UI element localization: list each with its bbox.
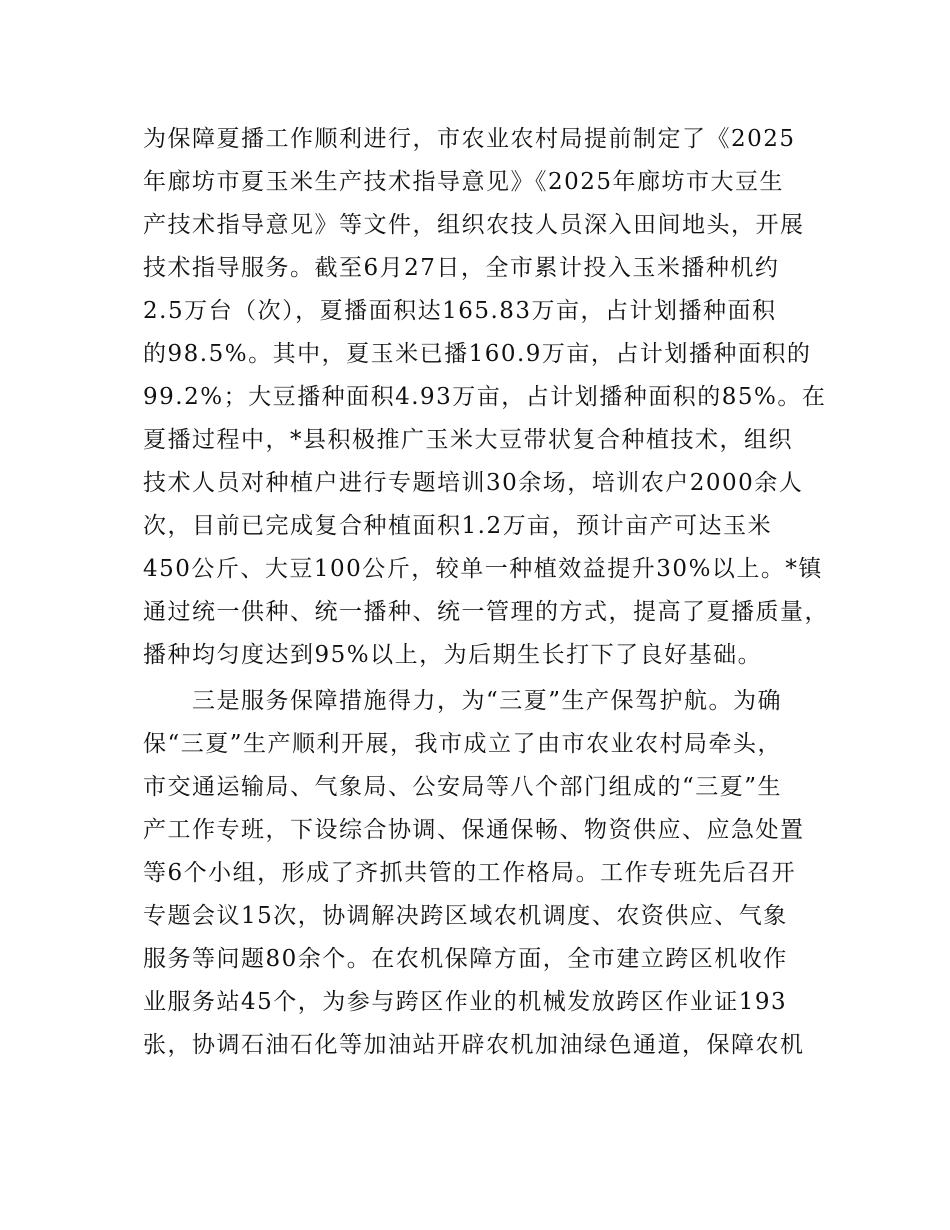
text-line: 产工作专班，下设综合协调、保通保畅、物资供应、应急处置 [143,817,805,843]
text-line: 的98.5%。其中，夏玉米已播160.9万亩，占计划播种面积的 [143,341,812,367]
text-line: 技术人员对种植户进行专题培训30余场，培训农户2000余人 [143,470,804,496]
text-line: 三是服务保障措施得力，为“三夏”生产保驾护航。为确 [143,688,783,714]
text-line: 次，目前已完成复合种植面积1.2万亩，预计亩产可达玉米 [143,513,773,539]
paragraph-service-guarantee [143,680,823,1067]
text-line: 保“三夏”生产顺利开展，我市成立了由市农业农村局牵头， [143,731,783,757]
text-line: 450公斤、大豆100公斤，较单一种植效益提升30%以上。*镇 [143,556,823,582]
text-line: 业服务站45个，为参与跨区作业的机械发放跨区作业证193 [143,989,788,1015]
text-line: 2.5万台（次），夏播面积达165.83万亩，占计划播种面积 [143,298,777,324]
text-line: 专题会议15次，协调解决跨区域农机调度、农资供应、气象 [143,903,788,929]
paragraph-summer-sowing [143,118,829,677]
text-line: 服务等问题80余个。在农机保障方面，全市建立跨区机收作 [143,946,788,972]
text-line: 市交通运输局、气象局、公安局等八个部门组成的“三夏”生 [143,774,783,800]
text-line: 等6个小组，形成了齐抓共管的工作格局。工作专班先后召开 [143,860,797,886]
text-line: 通过统一供种、统一播种、统一管理的方式，提高了夏播质量， [143,599,829,625]
text-line: 张，协调石油石化等加油站开辟农机加油绿色通道，保障农机 [143,1032,805,1058]
text-line: 为保障夏播工作顺利进行，市农业农村局提前制定了《2025 [143,126,796,152]
text-line: 技术指导服务。截至6月27日，全市累计投入玉米播种机约 [143,255,780,281]
text-line: 播种均匀度达到95%以上，为后期生长打下了良好基础。 [143,642,763,668]
text-line: 99.2%；大豆播种面积4.93万亩，占计划播种面积的85%。在 [143,384,827,410]
text-line: 产技术指导意见》等文件，组织农技人员深入田间地头，开展 [143,212,805,238]
text-line: 夏播过程中，*县积极推广玉米大豆带状复合种植技术，组织 [143,427,793,453]
text-line: 年廊坊市夏玉米生产技术指导意见》《2025年廊坊市大豆生 [143,169,785,195]
